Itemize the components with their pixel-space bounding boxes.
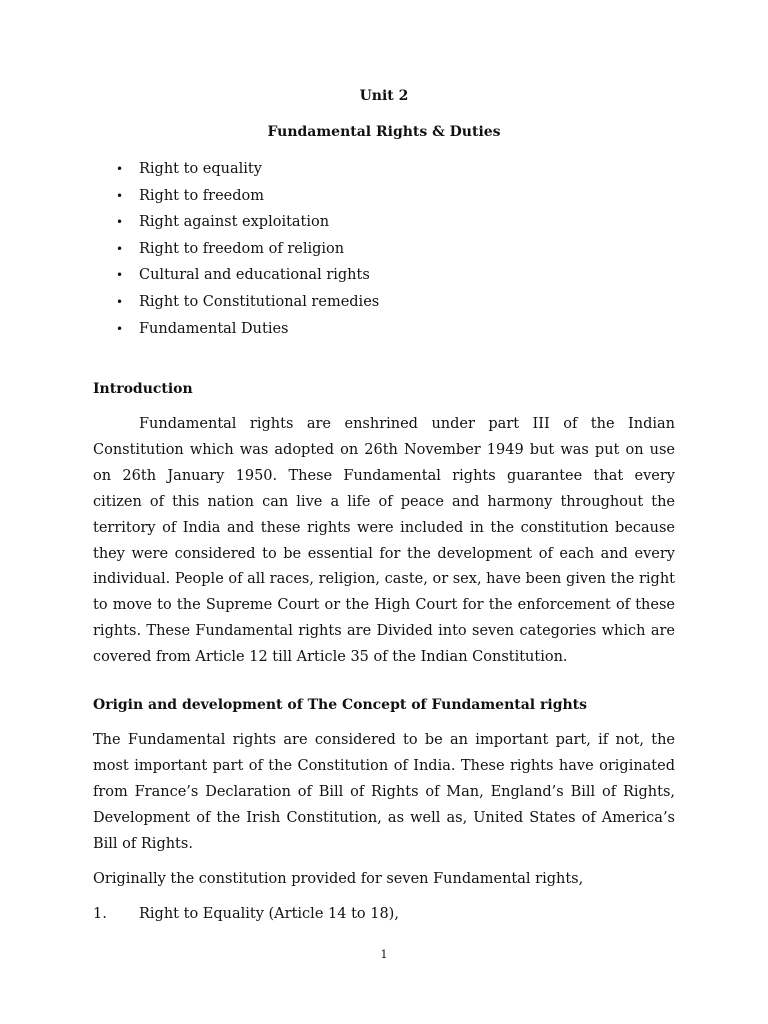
list-item-text: Right to freedom <box>139 187 264 204</box>
paragraph-line: Constitution which was adopted on 26th November 1949 but was put on use <box>93 441 675 458</box>
bullet-icon: • <box>116 215 124 230</box>
list-item-text: Cultural and educational rights <box>139 267 370 284</box>
list-number: 1. <box>93 906 107 922</box>
bullet-icon: • <box>116 294 124 309</box>
list-item <box>116 262 379 289</box>
list-item <box>116 236 379 263</box>
document-title: Fundamental Rights & Duties <box>267 124 501 140</box>
introduction-paragraph <box>93 412 675 671</box>
paragraph-line: on 26th January 1950. These Fundamental rights guarantee that every <box>93 467 675 484</box>
page-number: 1 <box>380 948 388 961</box>
list-item-text: Fundamental Duties <box>139 320 289 337</box>
numbered-list-item <box>93 905 399 923</box>
paragraph-line: they were considered to be essential for the development of each and every <box>93 545 675 562</box>
paragraph-line: Development of the Irish Constitution, as well as, United States of America’s <box>93 809 675 826</box>
list-item-text: Right to Equality (Article 14 to 18), <box>139 906 399 922</box>
paragraph-line: covered from Article 12 till Article 35 of the Indian Constitution. <box>93 649 568 666</box>
paragraph-line: to move to the Supreme Court or the High Court for the enforcement of these <box>93 597 675 614</box>
list-item-text: Right to freedom of religion <box>139 240 345 257</box>
list-item <box>116 289 379 316</box>
list-item <box>116 316 379 343</box>
paragraph-line: The Fundamental rights are considered to be an important part, if not, the <box>93 732 675 748</box>
introduction-heading: Introduction <box>93 381 193 397</box>
bullet-icon: • <box>116 268 124 283</box>
topic-list <box>116 156 379 342</box>
bullet-icon: • <box>116 321 124 336</box>
origin-heading: Origin and development of The Concept of Fundamental rights <box>93 697 588 713</box>
paragraph-line: rights. These Fundamental rights are Divided into seven categories which are <box>93 623 675 640</box>
bullet-icon: • <box>116 188 124 203</box>
paragraph-line: territory of India and these rights were included in the constitution because <box>93 519 675 536</box>
list-item <box>116 183 379 210</box>
unit-label: Unit 2 <box>359 88 409 104</box>
list-item-text: Right against exploitation <box>139 214 330 231</box>
paragraph-line: Fundamental rights are enshrined under part III of the Indian <box>139 416 675 432</box>
paragraph-line: from France’s Declaration of Bill of Rights of Man, England’s Bill of Rights, <box>93 783 675 800</box>
origin-paragraph <box>93 728 675 858</box>
paragraph-line: Bill of Rights. <box>93 835 193 852</box>
paragraph-line: most important part of the Constitution of India. These rights have originated <box>93 757 675 774</box>
follow-up-text: Originally the constitution provided for seven Fundamental rights, <box>93 871 584 887</box>
list-item-text: Right to equality <box>139 161 262 177</box>
list-item <box>116 156 379 183</box>
list-item-text: Right to Constitutional remedies <box>139 293 380 310</box>
bullet-icon: • <box>116 241 124 256</box>
paragraph-line: citizen of this nation can live a life of peace and harmony throughout the <box>93 493 675 510</box>
bullet-icon: • <box>116 162 124 176</box>
paragraph-line: individual. People of all races, religion, caste, or sex, have been given the right <box>93 571 675 588</box>
list-item <box>116 209 379 236</box>
